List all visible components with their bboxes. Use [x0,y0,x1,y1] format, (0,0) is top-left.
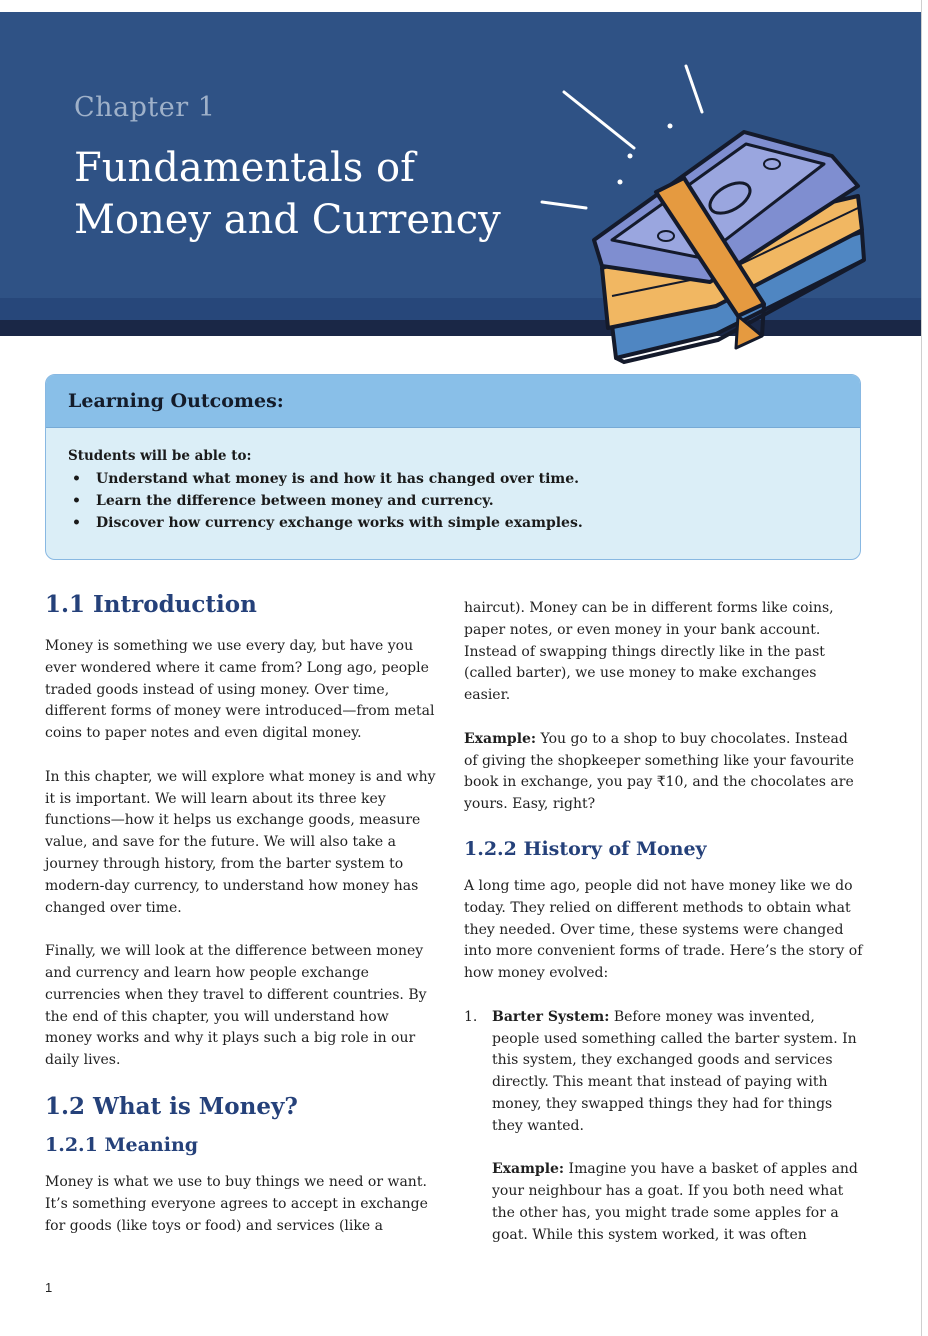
chapter-label: Chapter 1 [74,92,216,123]
barter-label: Barter System: [492,1008,610,1025]
learning-outcomes-box [45,374,861,560]
subsection-heading-history: 1.2.2 History of Money [464,837,707,860]
example-label: Example: [464,730,537,747]
learning-outcomes-intro: Students will be able to: [68,448,252,464]
page-right-edge [921,0,928,1336]
meaning-example [464,729,864,816]
money-stack-icon [532,60,882,370]
barter-example-label: Example: [492,1161,565,1178]
learning-outcomes-heading: Learning Outcomes: [46,375,860,428]
intro-paragraph-3: Finally, we will look at the difference between money and currency and learn how people exchange currencies when they travel to different countries. By the end of this chapter, you will understand how money works and why it plays such a big role in our daily lives. [45,943,427,1069]
barter-example-text: Imagine you have a basket of apples and your neighbour has a goat. If you both need what the other has, you might trade some apples for a goat. While this system worked, it was often [492,1161,858,1243]
page-top-margin [0,0,928,12]
learning-outcome-item: • Understand what money is and how it has changed over time. [68,468,838,490]
page-number: 1 [45,1280,53,1295]
history-paragraph-1: A long time ago, people did not have money like we do today. They relied on different methods to obtain what they needed. Over time, these systems were changed into more convenient forms of trade. Here’s the story of how money evolved: [464,877,863,982]
learning-outcome-item: • Discover how currency exchange works with simple examples. [68,512,838,534]
intro-paragraph-1: Money is something we use every day, but have you ever wondered where it came from? Long ago, people traded goods instead of using money. Over time, different forms of money were introduced—from metal coins to paper notes and even digital money. [45,638,435,742]
history-list-item [464,1007,864,1138]
meaning-paragraph-start: Money is what we use to buy things we need or want. It’s something everyone agrees to accept in exchange for goods (like toys or food) and services (like a [45,1173,428,1234]
barter-example [464,1159,864,1246]
subsection-heading-meaning: 1.2.1 Meaning [45,1133,199,1156]
section-heading-what-is-money: 1.2 What is Money? [45,1092,298,1120]
chapter-title-line-2: Money and Currency [74,197,501,243]
chapter-title-line-1: Fundamentals of [74,145,415,191]
barter-text: Before money was invented, people used something called the barter system. In this system, they exchanged goods and services directly. This meant that instead of paying with money, they swapped things they had for things they wanted. [492,1008,857,1134]
example-text: You go to a shop to buy chocolates. Instead of giving the shopkeeper something like your favourite book in exchange, you pay ₹10, and the chocolates are yours. Easy, right? [464,730,855,813]
list-item-number: 1. [464,1008,478,1025]
learning-outcome-item: • Learn the difference between money and currency. [68,490,838,512]
learning-outcomes-body [46,428,860,534]
intro-paragraph-2: In this chapter, we will explore what money is and why it is important. We will learn about its three key functions—how it helps us exchange goods, measure value, and save for the future. We will also take a journey through history, from the barter system to modern-day currency, to understand how money has changed over time. [45,768,436,916]
meaning-paragraph-continued: haircut). Money can be in different forms like coins, paper notes, or even money in your bank account. Instead of swapping things directly like in the past (called barter), we use money to make exchanges easier. [464,600,834,704]
chapter-title [74,142,544,246]
right-column [464,598,864,1247]
left-column [45,590,440,1237]
section-heading-introduction: 1.1 Introduction [45,591,257,618]
learning-outcomes-list [68,468,838,534]
